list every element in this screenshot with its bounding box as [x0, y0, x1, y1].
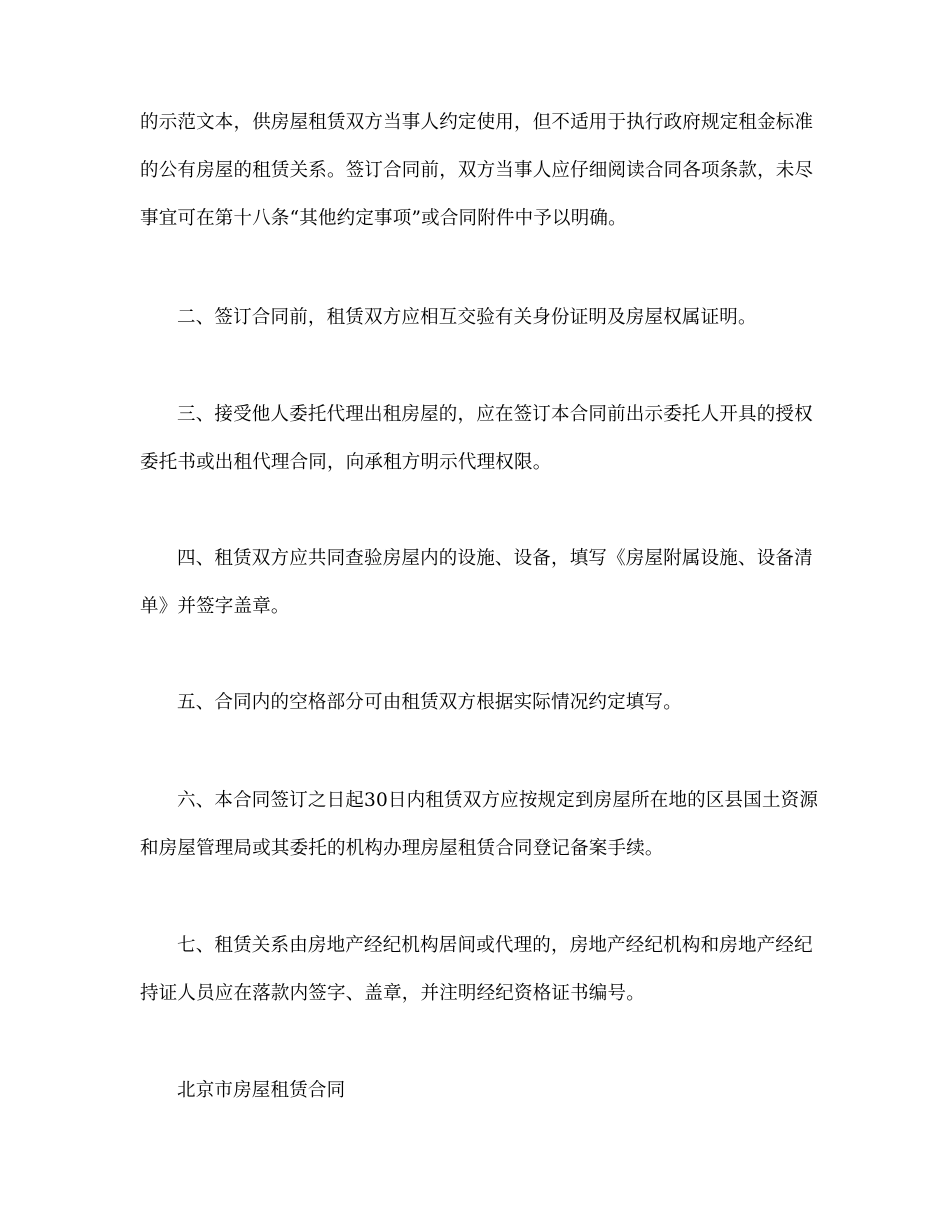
paragraph-1-line-1: 的示范文本，供房屋租赁双方当事人约定使用，但不适用于执行政府规定租金标准: [140, 112, 814, 133]
item-3-line-1: 三、接受他人委托代理出租房屋的，应在签订本合同前出示委托人开具的授权: [177, 404, 813, 425]
paragraph-1-line-3: 事宜可在第十八条“其他约定事项”或合同附件中予以明确。: [140, 208, 627, 229]
item-7-line-1: 七、租赁关系由房地产经纪机构居间或代理的，房地产经纪机构和房地产经纪: [177, 935, 813, 956]
item-4-line-1: 四、租赁双方应共同查验房屋内的设施、设备，填写《房屋附属设施、设备清: [177, 548, 813, 569]
item-6-line-1: 六、本合同签订之日起30日内租赁双方应按规定到房屋所在地的区县国土资源: [177, 790, 819, 811]
item-6-line-2: 和房屋管理局或其委托的机构办理房屋租赁合同登记备案手续。: [140, 838, 664, 859]
item-4-line-2: 单》并签字盖章。: [140, 596, 290, 617]
item-3-line-2: 委托书或出租代理合同，向承租方明示代理权限。: [140, 452, 552, 473]
contract-title: 北京市房屋租赁合同: [177, 1080, 346, 1101]
item-5: 五、合同内的空格部分可由租赁双方根据实际情况约定填写。: [177, 692, 682, 713]
item-2: 二、签订合同前，租赁双方应相互交验有关身份证明及房屋权属证明。: [177, 307, 757, 328]
item-7-line-2: 持证人员应在落款内签字、盖章，并注明经纪资格证书编号。: [140, 983, 645, 1004]
paragraph-1-line-2: 的公有房屋的租赁关系。签订合同前，双方当事人应仔细阅读合同各项条款，未尽: [140, 160, 814, 181]
